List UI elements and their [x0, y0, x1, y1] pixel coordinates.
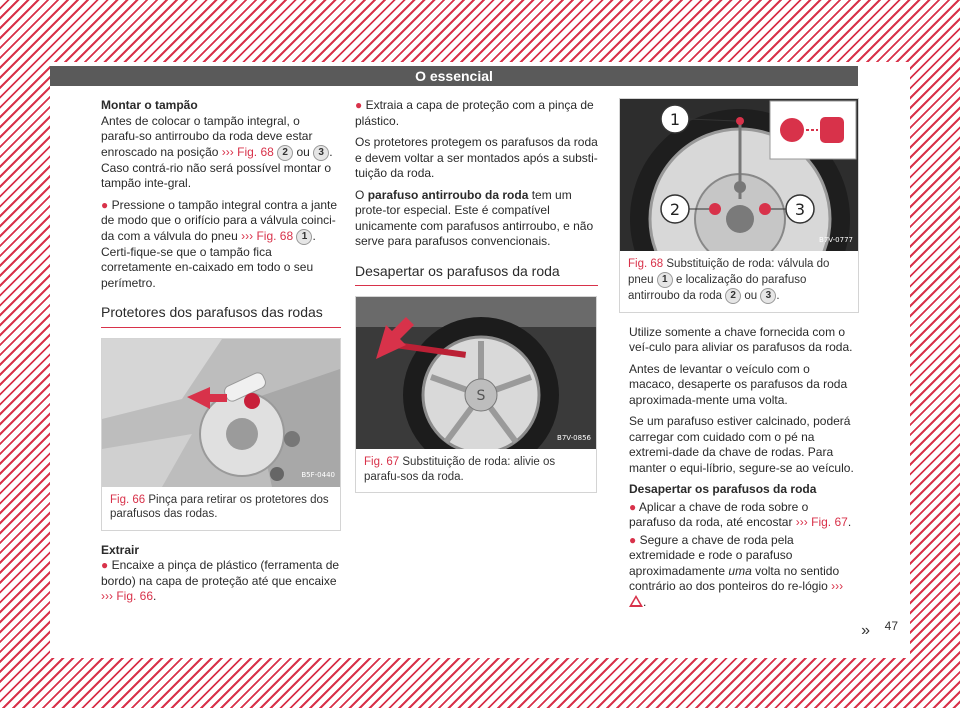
subheading-extrair: Extrair: [101, 542, 140, 557]
body-text: Antes de colocar o tampão integral, o parafu-so antirroubo da roda deve estar enroscado na posição: [101, 113, 313, 159]
body-text: . Caso contrá-rio não será possível montar o tampão inte-gral.: [101, 144, 333, 190]
subheading-desapertar: Desapertar os parafusos da roda: [629, 482, 817, 496]
body-text: . Certi-fique-se que o tampão fica corretamente en-caixado em todo o seu perímetro.: [101, 228, 316, 290]
cross-ref-arrow: ›››: [241, 228, 254, 243]
body-text: Extraia a capa de proteção com a pinça de plástico.: [355, 98, 594, 128]
callout-number: 1: [296, 229, 312, 245]
column-3: [619, 98, 858, 616]
wheel-tool-illustration: [102, 339, 340, 487]
figure-68: [619, 98, 859, 313]
figure-66-caption: [102, 487, 340, 530]
chapter-header: O essencial: [50, 66, 858, 86]
bullet-icon: ●: [629, 499, 637, 514]
callout-number: 3: [313, 145, 329, 161]
body-text: Segure a chave de roda pela extremidade e rode o parafuso aproximadamente: [629, 532, 794, 578]
caption-text: .: [776, 289, 780, 302]
figure-66-image: [102, 339, 340, 487]
column-2: [355, 98, 598, 493]
fig-ref-link[interactable]: Fig. 67: [811, 515, 848, 529]
wheel-wrench-illustration: [356, 297, 596, 449]
callout-1: 1: [669, 110, 681, 129]
body-paragraph: Utilize somente a chave fornecida com o veí-culo para aliviar os parafusos da roda.: [629, 324, 853, 354]
callout-2: 2: [669, 200, 681, 219]
figure-68-image: [620, 99, 858, 251]
body-text-emphasis: uma: [728, 563, 752, 578]
cross-ref-arrow: ›››: [831, 579, 844, 593]
subheading-montar-tampao: Montar o tampão: [101, 98, 198, 112]
section-heading-desapertar: Desapertar os parafusos da roda: [355, 264, 598, 287]
bullet-icon: ●: [355, 98, 363, 112]
body-text: ou: [296, 144, 310, 159]
body-paragraph: Se um parafuso estiver calcinado, poderá carregar com cuidado com o pé na extremi-dade da chave de rodas. Para manter o equi-líbrio, segure-se ao veículo.: [629, 414, 854, 475]
figure-67: [355, 296, 597, 493]
figure-code: B5F-0440: [301, 471, 335, 479]
caption-text: Pinça para retirar os protetores dos parafusos das rodas.: [110, 493, 329, 520]
svg-text:S: S: [476, 388, 486, 404]
continue-mark: »: [861, 622, 870, 639]
section-heading-protetores: Protetores dos parafusos das rodas: [101, 305, 341, 328]
caption-text: Substituição de roda: válvula do pneu: [628, 258, 830, 286]
manual-page: [50, 62, 910, 658]
body-text: Pressione o tampão integral contra a jante de modo que o orifício para a válvula coinci-da com a válvula do pneu: [101, 197, 338, 243]
callout-number: 2: [725, 288, 741, 304]
body-text: .: [153, 589, 157, 603]
figure-66: [101, 338, 341, 531]
cross-ref-arrow: ›››: [221, 144, 234, 159]
caption-text: ou: [744, 289, 758, 302]
figure-68-caption: [620, 251, 858, 312]
caption-text: e localização do parafuso antirroubo da roda: [628, 273, 807, 302]
body-text: O: [355, 187, 365, 202]
body-text: volta no sentido contrário ao dos ponteiros do re-lógio: [629, 563, 840, 593]
body-paragraph: Antes de levantar o veículo com o macaco, desaperte os parafusos da roda aproximada-mente uma volta.: [629, 361, 848, 407]
figure-67-caption: [356, 449, 596, 492]
callout-number: 3: [760, 288, 776, 304]
page-number: 47: [884, 619, 898, 633]
body-text: Encaixe a pinça de plástico (ferramenta de bordo) na capa de proteção até que encaixe: [101, 558, 340, 588]
figure-code: B7V-0856: [557, 433, 591, 442]
fig-ref-link[interactable]: Fig. 66: [116, 589, 154, 603]
callout-number: 2: [277, 145, 293, 161]
figure-code: B7V-0777: [819, 235, 853, 244]
column-1: [101, 98, 341, 611]
caption-text: Substituição de roda: alivie os parafu-sos da roda.: [364, 456, 556, 483]
body-text: Aplicar a chave de roda sobre o parafuso da roda, até encostar: [629, 499, 809, 529]
fig-ref-link[interactable]: Fig. 68: [256, 228, 294, 243]
bullet-icon: ●: [629, 532, 637, 547]
fig-ref-link[interactable]: Fig. 68: [237, 144, 274, 159]
body-text: tem um prote-tor especial. Este é compatível unicamente com parafusos antirroubo, e não serve para parafusos convencionais.: [355, 187, 594, 248]
body-text: .: [847, 515, 852, 529]
cross-ref-arrow: ›››: [795, 515, 808, 529]
callout-3: 3: [794, 200, 806, 219]
body-text-bold: parafuso antirroubo da roda: [367, 187, 529, 202]
column-3-text: Utilize somente a chave fornecida com o veí-culo para aliviar os parafusos da roda. Antes de levantar o veículo com o macaco, desaperte os parafusos da roda aproximada-mente uma volta. Se um parafuso estiver calcinado, poderá carregar com cuidado com o pé na extremi-dade da chave de rodas. Para manter o equi-líbrio, segure-se ao veículo. Desapertar os parafusos da roda ● Aplicar a chave de roda sobre o parafuso da roda, até encostar ››› Fig. 67. ● Segure a chave de roda pela extremidade e rode o parafuso aproximadamente uma volta no sentido contrário ao dos ponteiros do re-lógio ››› .: [619, 325, 858, 611]
figure-label: Fig. 66: [110, 493, 146, 506]
figure-label: Fig. 67: [364, 456, 400, 468]
cross-ref-arrow: ›››: [101, 589, 113, 603]
bullet-icon: ●: [101, 558, 109, 572]
bullet-icon: ●: [101, 197, 109, 212]
body-paragraph: Os protetores protegem os parafusos da roda e devem voltar a ser montados após a substi-tuição da roda.: [355, 135, 598, 180]
steel-wheel-illustration: [620, 99, 858, 251]
warning-icon[interactable]: [629, 595, 643, 607]
callout-number: 1: [657, 272, 673, 288]
figure-label: Fig. 68: [628, 258, 664, 270]
figure-67-image: [356, 297, 596, 449]
